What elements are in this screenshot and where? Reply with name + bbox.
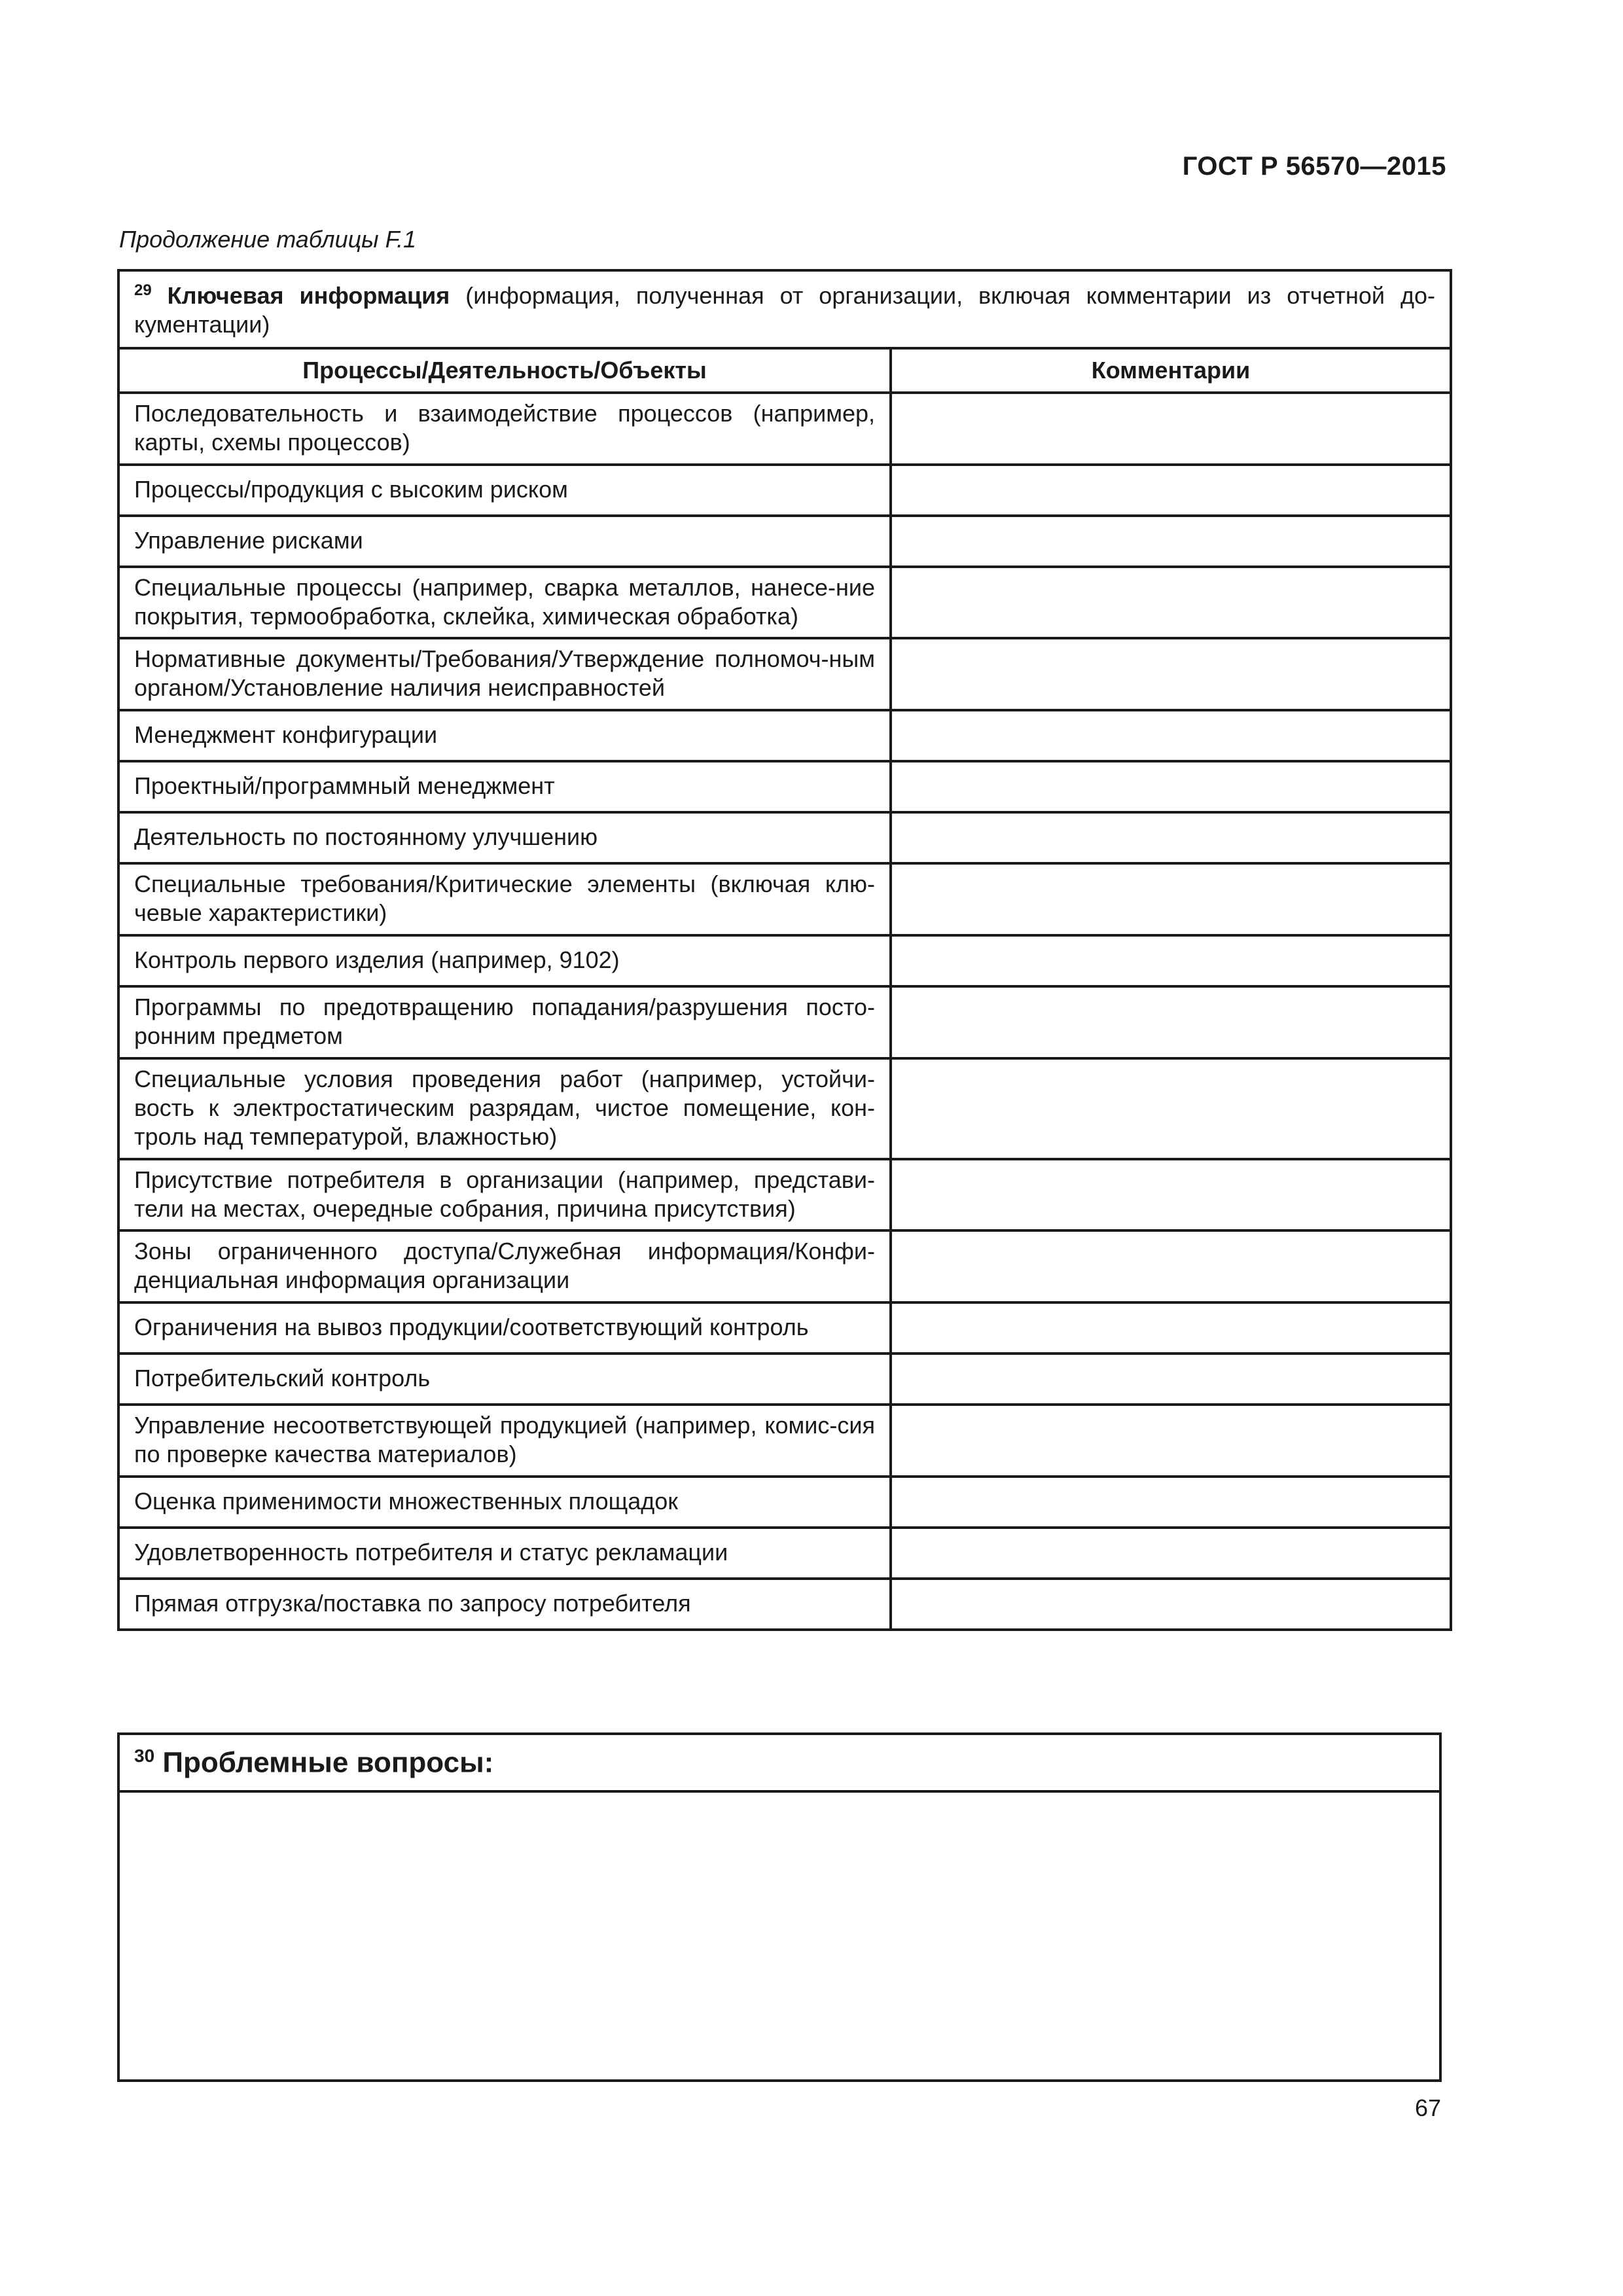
table-row — [118, 1477, 1451, 1528]
process-cell: Нормативные документы/Требования/Утверждение полномоч-ным органом/Установление наличия неисправностей — [118, 638, 891, 710]
section-29-header-row — [118, 270, 1451, 348]
process-cell: Прямая отгрузка/поставка по запросу потребителя — [118, 1579, 891, 1630]
process-cell: Специальные условия проведения работ (например, устойчи-вость к электростатическим разрядам, чистое помещение, кон-троль над температурой, влажностью) — [118, 1058, 891, 1159]
table-row — [118, 393, 1451, 465]
table-row — [118, 516, 1451, 567]
section-29-header — [118, 270, 1451, 348]
process-cell: Оценка применимости множественных площадок — [118, 1477, 891, 1528]
table-row — [118, 710, 1451, 761]
comment-cell[interactable] — [891, 1579, 1451, 1630]
section-29-number: 29 — [134, 281, 152, 299]
process-cell: Удовлетворенность потребителя и статус рекламации — [118, 1528, 891, 1579]
table-row — [118, 1159, 1451, 1231]
table-row — [118, 1302, 1451, 1354]
table-row — [118, 1058, 1451, 1159]
table-row — [118, 1528, 1451, 1579]
process-cell: Программы по предотвращению попадания/разрушения посто-ронним предметом — [118, 986, 891, 1058]
table-row — [118, 1405, 1451, 1477]
comment-cell[interactable] — [891, 1528, 1451, 1579]
process-cell: Ограничения на вывоз продукции/соответствующий контроль — [118, 1302, 891, 1354]
section-30-number: 30 — [134, 1746, 155, 1766]
comment-cell[interactable] — [891, 638, 1451, 710]
column-header-comments: Комментарии — [891, 348, 1451, 393]
process-cell: Специальные требования/Критические элементы (включая клю-чевые характеристики) — [118, 863, 891, 935]
comment-cell[interactable] — [891, 761, 1451, 812]
table-row — [118, 638, 1451, 710]
comment-cell[interactable] — [891, 935, 1451, 986]
document-code: ГОСТ Р 56570—2015 — [1182, 152, 1446, 181]
table-row — [118, 567, 1451, 639]
comment-cell[interactable] — [891, 1405, 1451, 1477]
process-cell: Контроль первого изделия (например, 9102) — [118, 935, 891, 986]
table-row — [118, 1579, 1451, 1630]
table-row — [118, 863, 1451, 935]
table-body — [118, 393, 1451, 1630]
comment-cell[interactable] — [891, 393, 1451, 465]
process-cell: Последовательность и взаимодействие процессов (например, карты, схемы процессов) — [118, 393, 891, 465]
problem-issues-box — [117, 1732, 1442, 2082]
process-cell: Деятельность по постоянному улучшению — [118, 812, 891, 863]
process-cell: Управление несоответствующей продукцией (например, комис-сия по проверке качества материалов) — [118, 1405, 891, 1477]
table-row — [118, 1354, 1451, 1405]
table-row — [118, 761, 1451, 812]
process-cell: Проектный/программный менеджмент — [118, 761, 891, 812]
table-row — [118, 812, 1451, 863]
comment-cell[interactable] — [891, 863, 1451, 935]
comment-cell[interactable] — [891, 516, 1451, 567]
comment-cell[interactable] — [891, 1302, 1451, 1354]
comment-cell[interactable] — [891, 1477, 1451, 1528]
column-header-processes: Процессы/Деятельность/Объекты — [118, 348, 891, 393]
process-cell: Менеджмент конфигурации — [118, 710, 891, 761]
process-cell: Управление рисками — [118, 516, 891, 567]
page-number: 67 — [1414, 2094, 1441, 2121]
comment-cell[interactable] — [891, 1159, 1451, 1231]
comment-cell[interactable] — [891, 1230, 1451, 1302]
column-header-row — [118, 348, 1451, 393]
table-row — [118, 465, 1451, 516]
comment-cell[interactable] — [891, 812, 1451, 863]
comment-cell[interactable] — [891, 710, 1451, 761]
table-row — [118, 1230, 1451, 1302]
process-cell: Потребительский контроль — [118, 1354, 891, 1405]
section-30-title: Проблемные вопросы: — [162, 1746, 494, 1779]
process-cell: Зоны ограниченного доступа/Служебная информация/Конфи-денциальная информация организации — [118, 1230, 891, 1302]
comment-cell[interactable] — [891, 567, 1451, 639]
comment-cell[interactable] — [891, 465, 1451, 516]
process-cell: Присутствие потребителя в организации (например, представи-тели на местах, очередные собрания, причина присутствия) — [118, 1159, 891, 1231]
key-information-table — [117, 269, 1452, 1631]
section-29-description: (информация, полученная от организации, включая комментарии из отчетной до-кументации) — [134, 282, 1435, 338]
table-continuation-label: Продолжение таблицы F.1 — [119, 226, 417, 253]
section-29-title: Ключевая информация — [167, 282, 450, 309]
table-row — [118, 935, 1451, 986]
comment-cell[interactable] — [891, 1058, 1451, 1159]
problem-issues-field[interactable] — [120, 1793, 1439, 2079]
comment-cell[interactable] — [891, 1354, 1451, 1405]
process-cell: Специальные процессы (например, сварка металлов, нанесе-ние покрытия, термообработка, склейка, химическая обработка) — [118, 567, 891, 639]
comment-cell[interactable] — [891, 986, 1451, 1058]
process-cell: Процессы/продукция с высоким риском — [118, 465, 891, 516]
table-row — [118, 986, 1451, 1058]
section-30-header — [120, 1735, 1439, 1793]
